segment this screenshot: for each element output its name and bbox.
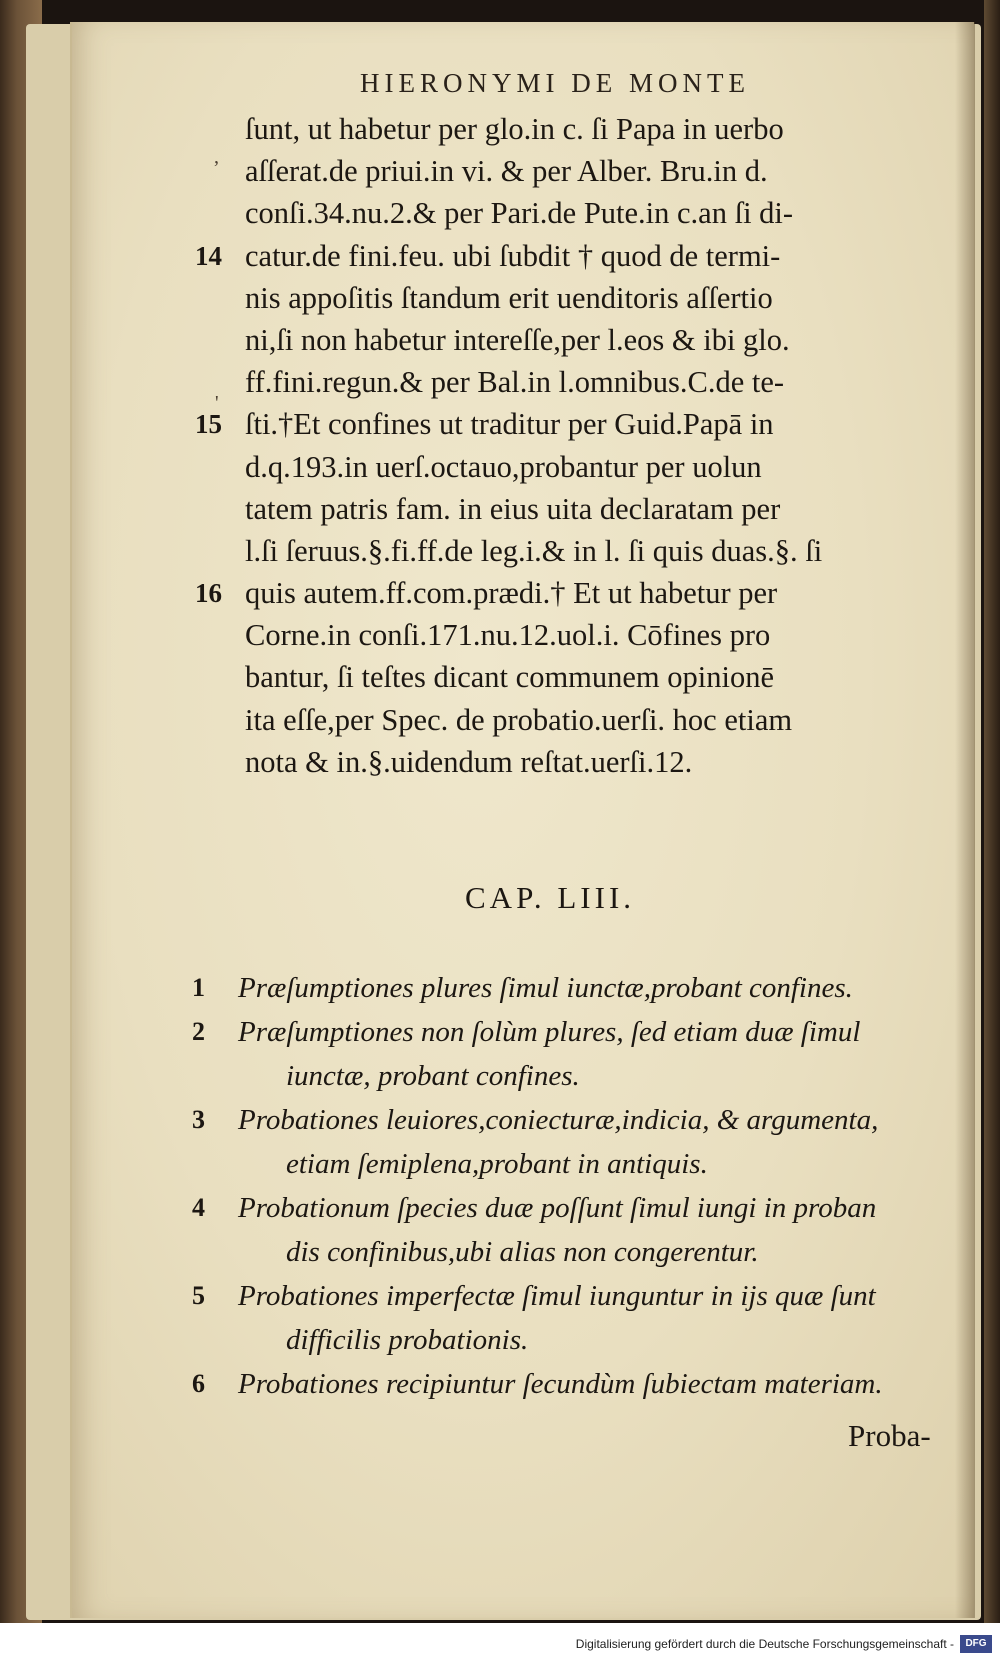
summary-item-text: Probationes recipiuntur ſecundùm ſubiectam materiam. — [238, 1368, 883, 1400]
body-line — [245, 741, 965, 783]
body-line — [245, 192, 965, 234]
body-line — [245, 446, 965, 488]
margin-note-number: 16 — [195, 578, 222, 609]
summary-item — [192, 1010, 960, 1098]
summary-item — [192, 1274, 960, 1362]
summary-item-number: 1 — [192, 973, 205, 1002]
margin-tick-mark: , — [214, 146, 219, 168]
summary-item-text: Præſumptiones plures ſimul iunctæ,probant confines. — [238, 972, 853, 1004]
body-line-text: conſi.34.nu.2.& per Pari.de Pute.in c.an ſi di- — [245, 196, 794, 231]
body-line — [245, 277, 965, 319]
summary-item-number: 6 — [192, 1369, 205, 1398]
summary-item-number: 2 — [192, 1017, 205, 1046]
book-cover-right-edge — [984, 0, 1000, 1661]
summary-item-text: Præſumptiones non ſolùm plures, ſed etiam duæ ſimul — [238, 1016, 861, 1048]
body-line — [245, 699, 965, 741]
body-line-text: ſunt, ut habetur per glo.in c. ſi Papa in uerbo — [245, 112, 784, 146]
body-line — [245, 614, 965, 656]
body-line — [245, 361, 965, 403]
body-text — [195, 108, 965, 783]
body-line-text: quis autem.ff.com.prædi.† Et ut habetur per — [245, 576, 778, 611]
summary-item-text: iunctæ, probant confines. — [286, 1060, 580, 1092]
body-line — [245, 108, 965, 150]
body-line — [195, 403, 965, 445]
body-line — [195, 235, 965, 277]
body-line — [245, 150, 965, 192]
summary-item — [192, 966, 960, 1010]
catchword: Proba- — [848, 1418, 931, 1453]
summary-item-text: Probationum ſpecies duæ poſſunt ſimul iungi in proban — [238, 1192, 877, 1224]
body-line-text: bantur, ſi teſtes dicant communem opinionē — [245, 660, 775, 695]
dfg-logo: DFG — [960, 1635, 992, 1653]
summary-item-text: Probationes imperfectæ ſimul iunguntur in ijs quæ ſunt — [238, 1280, 876, 1312]
body-line-text: ff.fini.regun.& per Bal.in l.omnibus.C.de te- — [245, 365, 785, 400]
body-line-text: ſti.†Et confines ut traditur per Guid.Papā in — [245, 407, 774, 442]
summary-item-number: 3 — [192, 1105, 205, 1134]
body-line-text: d.q.193.in uerſ.octauo,probantur per uolun — [245, 449, 762, 484]
summary-item — [192, 1186, 960, 1274]
body-line — [195, 572, 965, 614]
body-line-text: aſſerat.de priui.in vi. & per Alber. Bru.in d. — [245, 154, 768, 189]
body-line-text: ita eſſe,per Spec. de probatio.uerſi. hoc etiam — [245, 702, 793, 737]
body-line-text: ni,ſi non habetur intereſſe,per l.eos & ibi glo. — [245, 322, 790, 357]
footer-credit: Digitalisierung gefördert durch die Deutsche Forschungsgemeinschaft - — [575, 1637, 954, 1651]
body-line — [245, 656, 965, 698]
summary-item-number: 4 — [192, 1193, 205, 1222]
margin-tick-mark: ' — [215, 392, 219, 414]
body-line-text: nota & in.§.uidendum reſtat.uerſi.12. — [245, 744, 693, 779]
summary-item-text: difficilis probationis. — [286, 1324, 529, 1356]
margin-note-number: 15 — [195, 409, 222, 440]
summary-item-text: Probationes leuiores,coniecturæ,indicia, & argumenta, — [238, 1104, 879, 1136]
margin-note-number: 14 — [195, 240, 222, 271]
chapter-summary-list — [192, 966, 960, 1406]
body-line-text: l.ſi ſeruus.§.fi.ff.de leg.i.& in l. ſi quis duas.§. ſi — [245, 533, 823, 568]
body-line-text: tatem patris fam. in eius uita declaratam per — [245, 491, 781, 526]
summary-item-text: dis confinibus,ubi alias non congerentur. — [286, 1236, 759, 1268]
body-line-text: Corne.in conſi.171.nu.12.uol.i. Cōfines pro — [245, 618, 771, 653]
chapter-heading: CAP. LIII. — [465, 880, 636, 915]
summary-item-number: 5 — [192, 1281, 205, 1310]
body-line-text: nis appoſitis ſtandum erit uenditoris aſſertio — [245, 280, 773, 315]
body-line — [245, 319, 965, 361]
summary-item-text: etiam ſemiplena,probant in antiquis. — [286, 1148, 708, 1180]
summary-item — [192, 1362, 960, 1406]
body-line-text: catur.de fini.feu. ubi ſubdit † quod de termi- — [245, 238, 781, 273]
summary-item — [192, 1098, 960, 1186]
body-line — [245, 530, 965, 572]
running-head: HIERONYMI DE MONTE — [360, 68, 750, 98]
body-line — [245, 488, 965, 530]
